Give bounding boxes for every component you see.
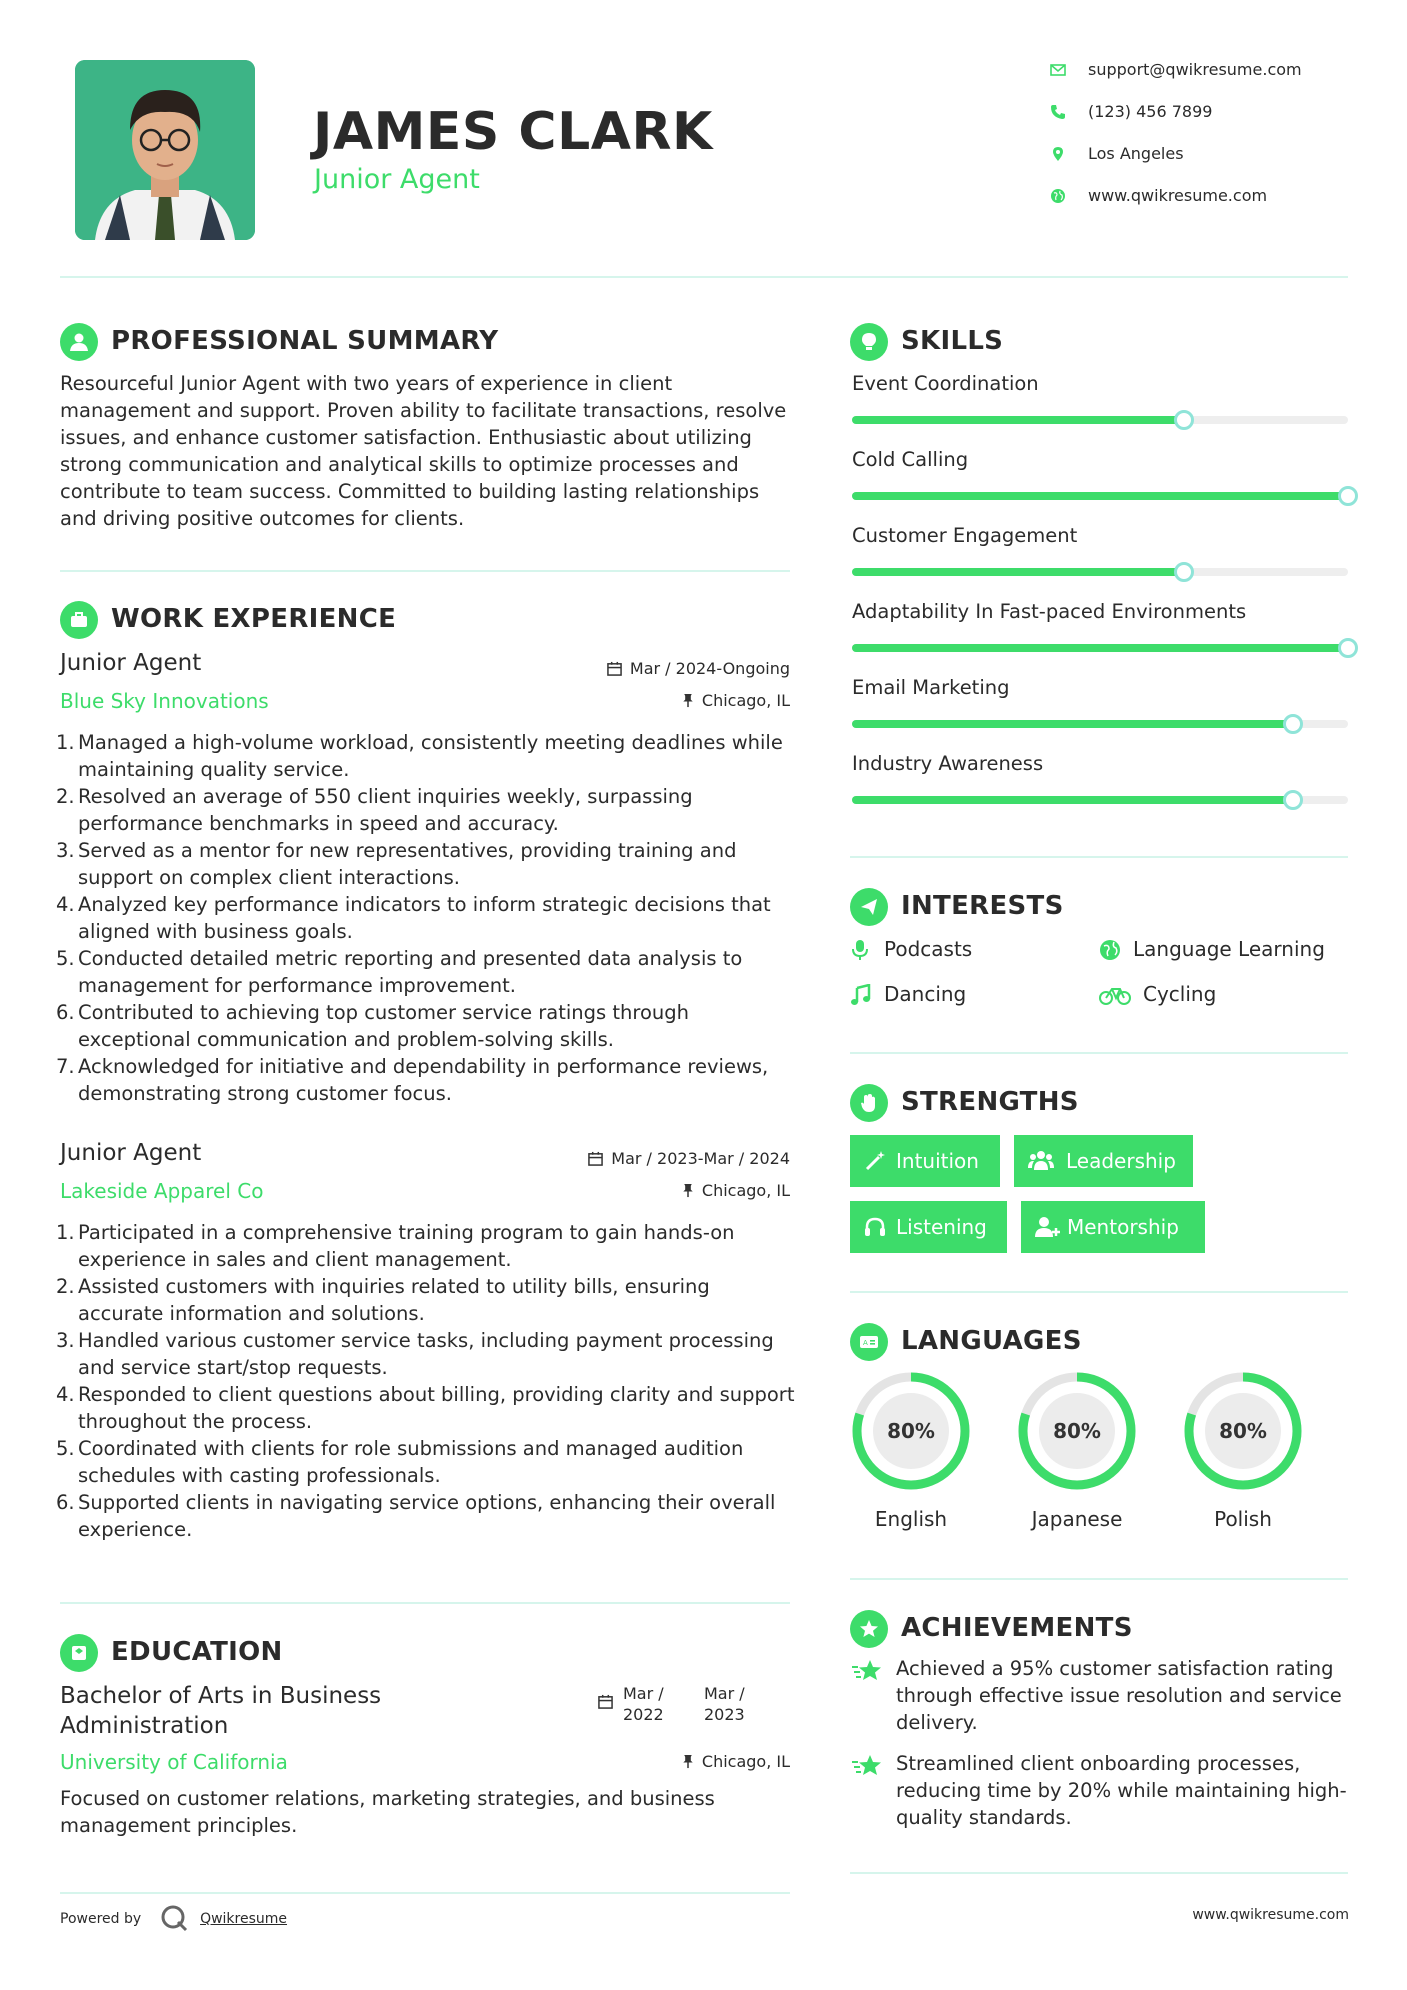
bicycle-icon bbox=[1099, 984, 1131, 1006]
skill-bar-fill bbox=[852, 416, 1184, 424]
summary-heading: PROFESSIONAL SUMMARY bbox=[111, 326, 499, 356]
job-2-date-text: Mar / 2023-Mar / 2024 bbox=[611, 1149, 790, 1168]
footer-brand-link[interactable]: Qwikresume bbox=[200, 1911, 288, 1927]
strength-label: Leadership bbox=[1066, 1149, 1176, 1173]
skill-bar-knob bbox=[1174, 410, 1194, 430]
location-pin-icon bbox=[1050, 146, 1066, 162]
education-end-date bbox=[704, 1683, 745, 1725]
experience-heading: WORK EXPERIENCE bbox=[111, 604, 397, 634]
education-divider bbox=[60, 1892, 790, 1894]
language-ring bbox=[1181, 1369, 1305, 1493]
skill-bar-fill bbox=[852, 492, 1348, 500]
header-divider bbox=[60, 276, 1348, 278]
contact-phone-text: (123) 456 7899 bbox=[1088, 102, 1213, 121]
pushpin-icon bbox=[682, 693, 694, 708]
interests-divider bbox=[850, 1052, 1348, 1054]
education-heading: EDUCATION bbox=[111, 1637, 283, 1667]
globe-icon bbox=[1050, 188, 1066, 204]
job-1-title: Junior Agent bbox=[60, 650, 202, 676]
skill-bar bbox=[852, 492, 1348, 500]
skill-bar bbox=[852, 796, 1348, 804]
language-percent: 80% bbox=[1039, 1393, 1115, 1469]
list-item: Coordinated with clients for role submissions and managed audition schedules with casting professionals. bbox=[78, 1437, 744, 1487]
language-card-icon bbox=[850, 1323, 888, 1361]
education-degree: Bachelor of Arts in Business Administration bbox=[60, 1683, 382, 1739]
skill-label: Industry Awareness bbox=[852, 752, 1044, 775]
footer-website[interactable]: www.qwikresume.com bbox=[1192, 1907, 1349, 1923]
achievement-2 bbox=[852, 1750, 1352, 1831]
education-end-month: Mar / bbox=[704, 1684, 745, 1703]
education-description: Focused on customer relations, marketing strategies, and business management principles. bbox=[60, 1787, 715, 1837]
list-item: Responded to client questions about billing, providing clarity and support throughout the process. bbox=[78, 1383, 795, 1433]
achievements-divider bbox=[850, 1872, 1348, 1874]
job-2-location-text: Chicago, IL bbox=[701, 1181, 790, 1200]
globe-icon bbox=[1099, 939, 1121, 961]
list-item: Supported clients in navigating service options, enhancing their overall experience. bbox=[78, 1491, 776, 1541]
job-2-duties bbox=[58, 1219, 798, 1543]
user-icon bbox=[60, 323, 98, 361]
star-badge-icon bbox=[850, 1610, 888, 1648]
education-location-text: Chicago, IL bbox=[701, 1752, 790, 1771]
skill-label: Event Coordination bbox=[852, 372, 1039, 395]
achievement-1 bbox=[852, 1655, 1352, 1736]
strength-intuition bbox=[850, 1135, 1000, 1187]
briefcase-icon bbox=[60, 601, 98, 639]
summary-divider bbox=[60, 570, 790, 572]
interests-heading: INTERESTS bbox=[901, 891, 1064, 921]
job-1-company: Blue Sky Innovations bbox=[60, 689, 269, 713]
experience-divider bbox=[60, 1602, 790, 1604]
list-item: Acknowledged for initiative and dependability in performance reviews, demonstrating strong customer focus. bbox=[78, 1055, 769, 1105]
interest-label: Podcasts bbox=[884, 937, 973, 961]
skill-bar bbox=[852, 720, 1348, 728]
strength-label: Intuition bbox=[896, 1149, 979, 1173]
job-1-location-text: Chicago, IL bbox=[701, 691, 790, 710]
interest-label: Language Learning bbox=[1133, 937, 1325, 961]
list-item: Managed a high-volume workload, consistently meeting deadlines while maintaining quality service. bbox=[78, 731, 783, 781]
skill-bar-knob bbox=[1174, 562, 1194, 582]
user-plus-icon bbox=[1035, 1216, 1061, 1238]
strengths-divider bbox=[850, 1291, 1348, 1293]
skill-label: Adaptability In Fast-paced Environments bbox=[852, 600, 1247, 623]
interest-label: Cycling bbox=[1143, 982, 1217, 1006]
list-item: Conducted detailed metric reporting and presented data analysis to management for performance improvement. bbox=[78, 947, 743, 997]
pushpin-icon bbox=[682, 1183, 694, 1198]
list-item: Handled various customer service tasks, including payment processing and service start/stop requests. bbox=[78, 1329, 774, 1379]
strengths-heading: STRENGTHS bbox=[901, 1087, 1079, 1117]
contact-location-text: Los Angeles bbox=[1088, 144, 1184, 163]
education-school: University of California bbox=[60, 1750, 288, 1774]
skill-bar-fill bbox=[852, 568, 1184, 576]
list-item: Assisted customers with inquiries related to utility bills, ensuring accurate information and solutions. bbox=[78, 1275, 710, 1325]
strength-label: Listening bbox=[896, 1215, 987, 1239]
job-1-date-text: Mar / 2024-Ongoing bbox=[629, 659, 790, 678]
skills-heading: SKILLS bbox=[901, 326, 1004, 356]
skill-label: Customer Engagement bbox=[852, 524, 1078, 547]
skill-bar bbox=[852, 568, 1348, 576]
languages-heading: LANGUAGES bbox=[901, 1326, 1082, 1356]
job-1-location bbox=[682, 691, 790, 710]
pushpin-icon bbox=[682, 1754, 694, 1769]
star-icon bbox=[852, 1754, 884, 1778]
hand-icon bbox=[850, 1084, 888, 1122]
languages-divider bbox=[850, 1578, 1348, 1580]
education-start-year: 2022 bbox=[623, 1705, 664, 1724]
skill-bar-knob bbox=[1338, 486, 1358, 506]
candidate-title: Junior Agent bbox=[314, 164, 480, 195]
skill-label: Email Marketing bbox=[852, 676, 1010, 699]
calendar-icon bbox=[607, 661, 622, 676]
skill-bar-fill bbox=[852, 796, 1293, 804]
lightbulb-icon bbox=[850, 323, 888, 361]
strength-mentorship bbox=[1021, 1201, 1205, 1253]
candidate-name: JAMES CLARK bbox=[313, 102, 713, 162]
job-2-title: Junior Agent bbox=[60, 1140, 202, 1166]
skill-bar-knob bbox=[1283, 790, 1303, 810]
interest-label: Dancing bbox=[884, 982, 967, 1006]
language-name: English bbox=[874, 1507, 948, 1531]
contact-email-text: support@qwikresume.com bbox=[1088, 60, 1302, 79]
skill-bar bbox=[852, 644, 1348, 652]
job-2-location bbox=[682, 1181, 790, 1200]
language-percent: 80% bbox=[1205, 1393, 1281, 1469]
skill-bar-fill bbox=[852, 720, 1293, 728]
mail-icon bbox=[1050, 62, 1066, 78]
microphone-icon bbox=[850, 939, 870, 961]
skill-bar bbox=[852, 416, 1348, 424]
strength-listening bbox=[850, 1201, 1007, 1253]
language-name: Japanese bbox=[1031, 1507, 1123, 1531]
list-item: Served as a mentor for new representatives, providing training and support on complex client interactions. bbox=[78, 839, 737, 889]
graduation-icon bbox=[60, 1634, 98, 1672]
music-note-icon bbox=[850, 984, 872, 1006]
job-1-date bbox=[607, 659, 790, 678]
skill-bar-knob bbox=[1338, 638, 1358, 658]
language-percent: 80% bbox=[873, 1393, 949, 1469]
phone-icon bbox=[1050, 104, 1066, 120]
profile-photo bbox=[75, 60, 255, 240]
list-item: Participated in a comprehensive training program to gain hands-on experience in sales and client management. bbox=[78, 1221, 735, 1271]
job-1-duties bbox=[58, 729, 798, 1107]
users-icon bbox=[1028, 1150, 1054, 1172]
achievements-heading: ACHIEVEMENTS bbox=[901, 1613, 1133, 1643]
star-icon bbox=[852, 1659, 884, 1683]
footer-powered-by bbox=[60, 1904, 287, 1932]
list-item: Contributed to achieving top customer service ratings through exceptional communication and problem-solving skills. bbox=[78, 1001, 690, 1051]
headphones-icon bbox=[864, 1216, 886, 1238]
magic-wand-icon bbox=[864, 1150, 886, 1172]
language-ring bbox=[1015, 1369, 1139, 1493]
strength-leadership bbox=[1014, 1135, 1193, 1187]
achievement-text: Streamlined client onboarding processes, reducing time by 20% while maintaining high-quality standards. bbox=[896, 1752, 1347, 1829]
qwikresume-logo-icon bbox=[160, 1904, 188, 1932]
svg-text:A: A bbox=[863, 1339, 868, 1347]
education-location bbox=[682, 1752, 790, 1771]
skill-bar-knob bbox=[1283, 714, 1303, 734]
job-2-date bbox=[588, 1149, 790, 1168]
job-2-company: Lakeside Apparel Co bbox=[60, 1179, 264, 1203]
summary-text: Resourceful Junior Agent with two years of experience in client management and support. Proven ability to facilitate transactions, resolve issues, and enhance customer satisfaction. Enthusiastic about utilizing strong communication and analytical skills to optimize processes and contribute to team success. Committed to building lasting relationships and driving positive outcomes for clients. bbox=[60, 372, 787, 530]
contact-website-text: www.qwikresume.com bbox=[1088, 186, 1268, 205]
calendar-icon bbox=[588, 1151, 603, 1166]
powered-by-text: Powered by bbox=[60, 1911, 142, 1927]
calendar-icon bbox=[598, 1694, 613, 1709]
skill-label: Cold Calling bbox=[852, 448, 969, 471]
language-name: Polish bbox=[1214, 1507, 1272, 1531]
skills-divider bbox=[850, 856, 1348, 858]
list-item: Resolved an average of 550 client inquiries weekly, surpassing performance benchmarks in speed and accuracy. bbox=[78, 785, 693, 835]
skill-bar-fill bbox=[852, 644, 1348, 652]
list-item: Analyzed key performance indicators to inform strategic decisions that aligned with business goals. bbox=[78, 893, 771, 943]
education-start-month: Mar / bbox=[623, 1684, 664, 1703]
paper-plane-icon bbox=[850, 888, 888, 926]
education-start-date bbox=[623, 1683, 664, 1725]
achievement-text: Achieved a 95% customer satisfaction rating through effective issue resolution and service delivery. bbox=[896, 1657, 1342, 1734]
language-ring bbox=[849, 1369, 973, 1493]
education-end-year: 2023 bbox=[704, 1705, 745, 1724]
strength-label: Mentorship bbox=[1067, 1215, 1179, 1239]
